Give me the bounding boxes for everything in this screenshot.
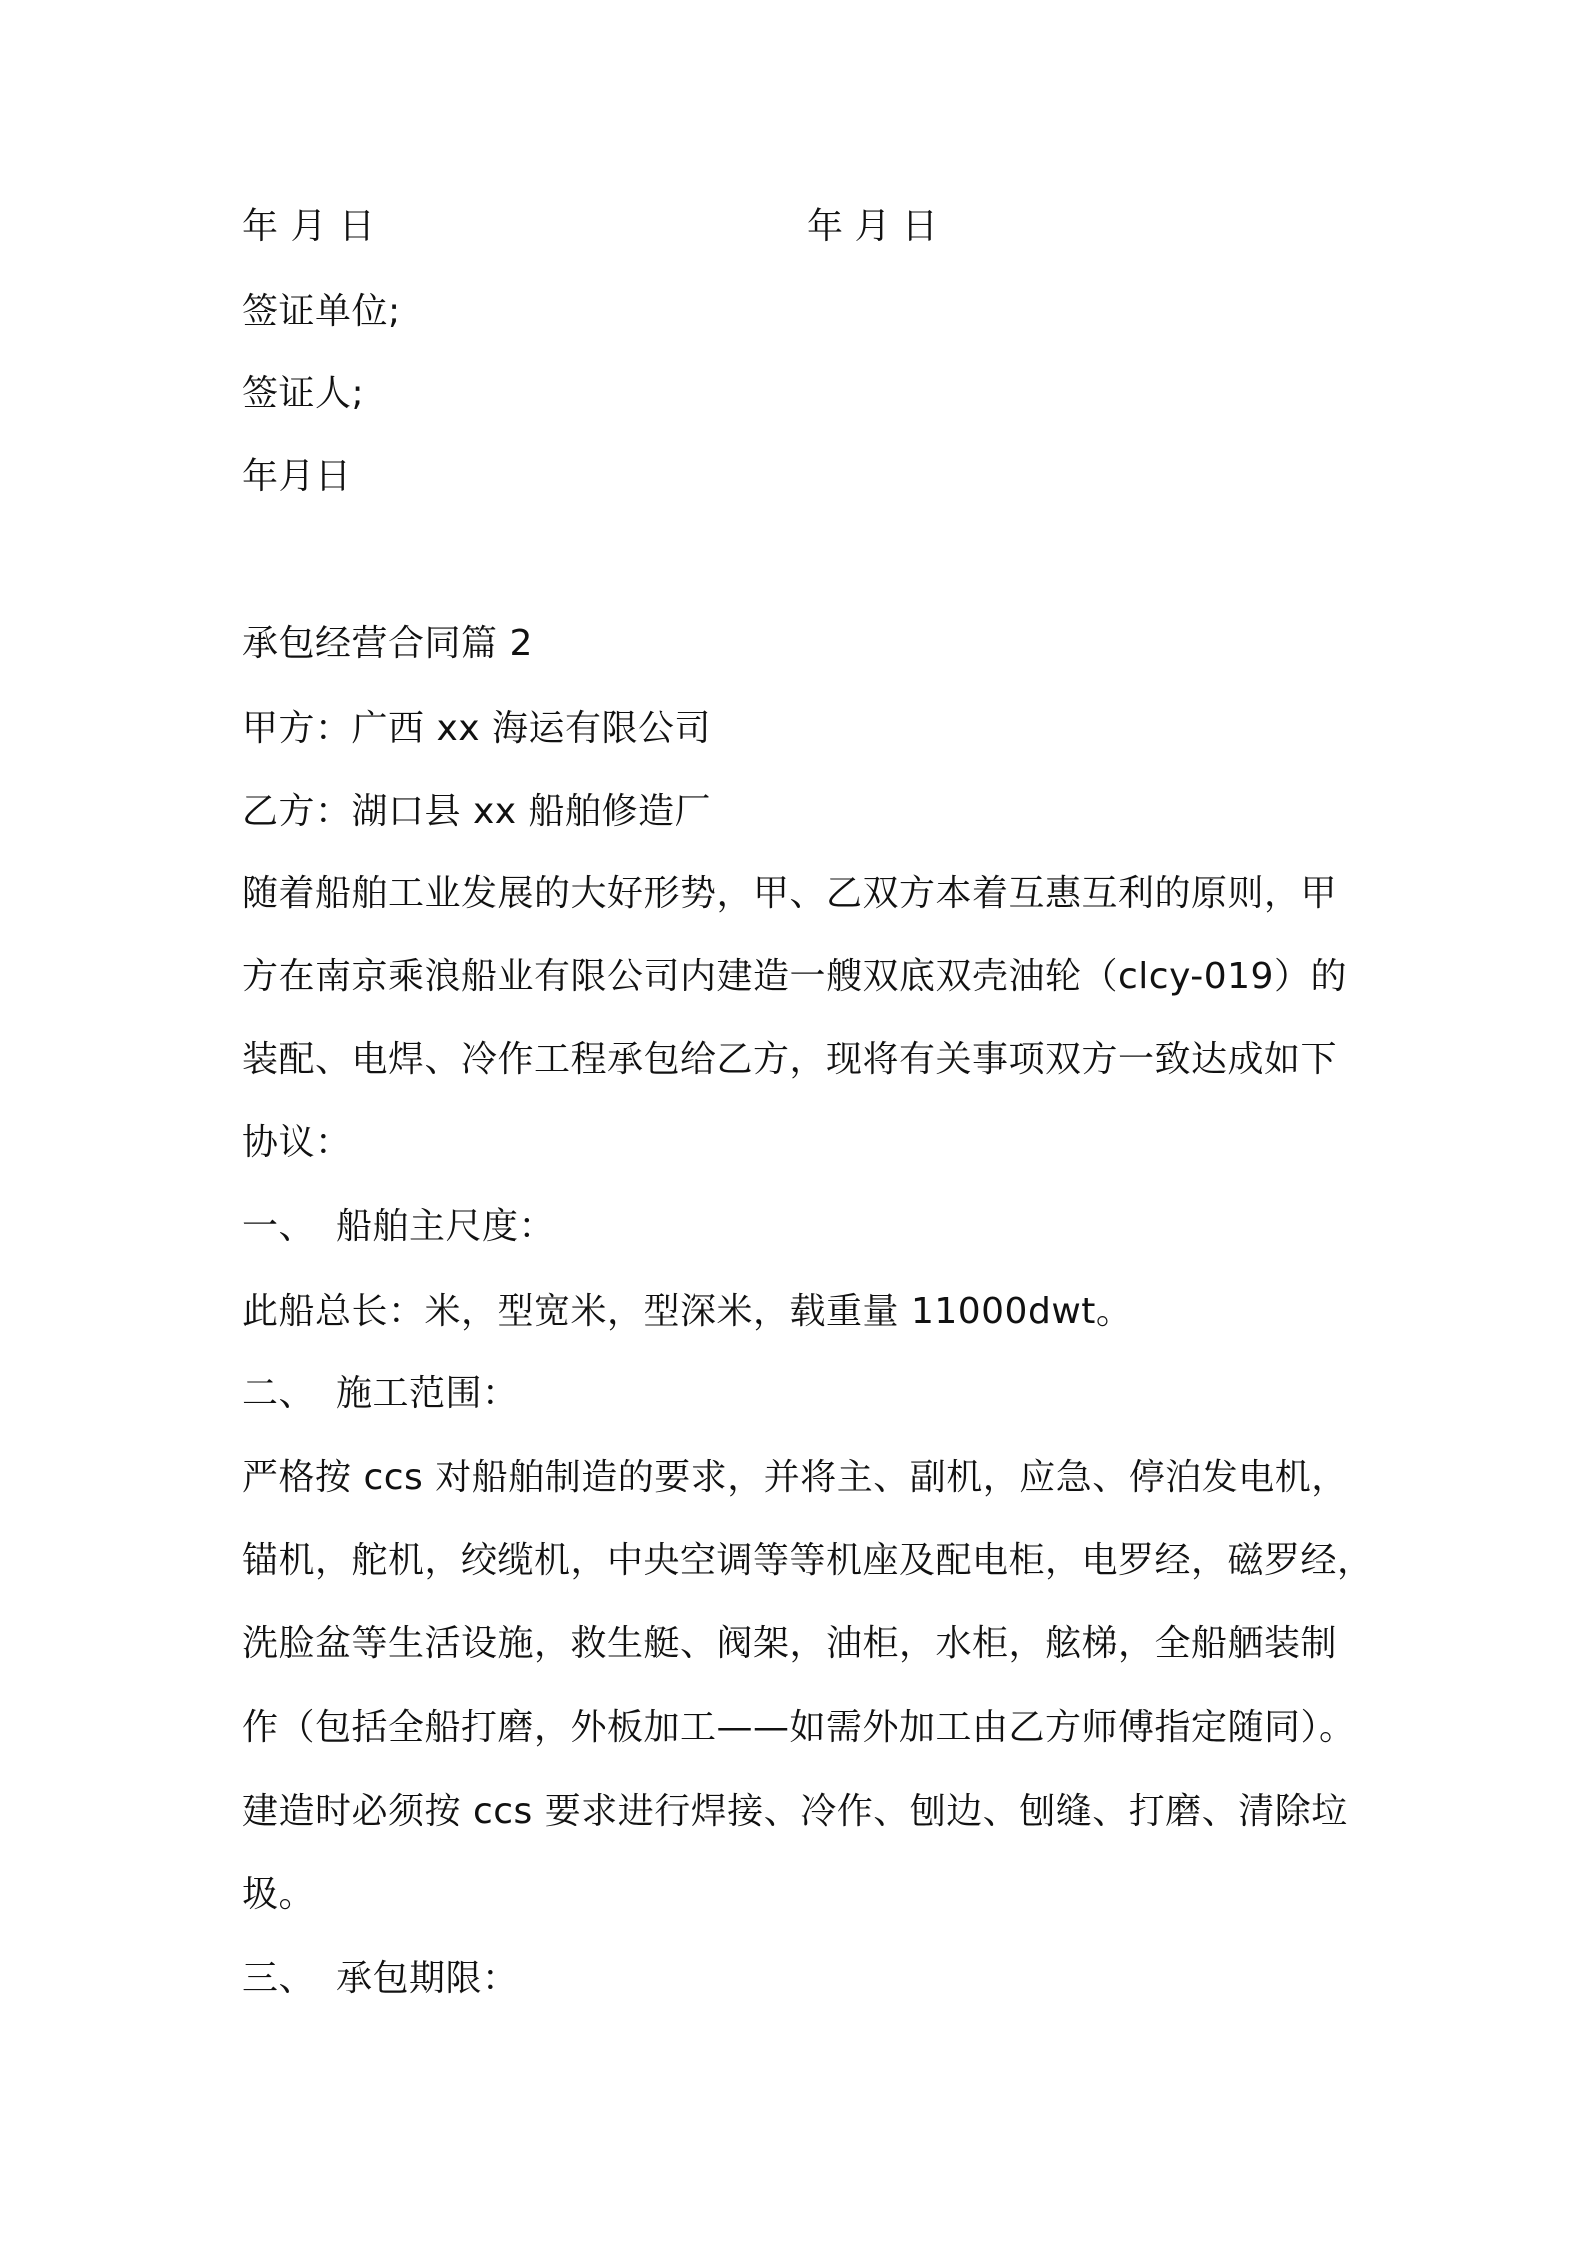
section-2-line: 建造时必须按 ccs 要求进行焊接、冷作、刨边、刨缝、打磨、清除垃 [242, 1791, 1348, 1832]
section-2-line: 圾。 [242, 1874, 316, 1915]
section-2-line: 作（包括全船打磨，外板加工——如需外加工由乙方师傅指定随同）。 [242, 1707, 1356, 1748]
visa-person: 签证人; [242, 373, 365, 414]
date-left: 年 月 日 [242, 206, 376, 247]
section-2-line: 锚机，舵机，绞缆机，中央空调等等机座及配电柜，电罗经，磁罗经， [242, 1540, 1374, 1581]
section-2-line: 洗脸盆等生活设施，救生艇、阀架，油柜，水柜，舷梯，全船舾装制 [242, 1623, 1338, 1664]
date-right: 年 月 日 [807, 206, 938, 247]
section-title: 施工范围： [336, 1373, 519, 1414]
intro-line: 方在南京乘浪船业有限公司内建造一艘双底双壳油轮（clcy-019）的 [242, 956, 1347, 997]
section-title: 船舶主尺度： [336, 1206, 556, 1247]
party-a: 甲方：广西 xx 海运有限公司 [242, 708, 711, 749]
section-1-text: 此船总长：米，型宽米，型深米，载重量 11000dwt。 [242, 1291, 1133, 1332]
intro-line: 协议： [242, 1122, 352, 1163]
section-number: 二、 [242, 1373, 316, 1414]
section-number: 一、 [242, 1206, 316, 1247]
section-2-line: 严格按 ccs 对船舶制造的要求，并将主、副机，应急、停泊发电机， [242, 1457, 1348, 1498]
section-title: 承包期限： [336, 1958, 519, 1999]
section-heading-3 [242, 1957, 519, 2001]
section-heading-1 [242, 1205, 555, 1249]
intro-line: 随着船舶工业发展的大好形势，甲、乙双方本着互惠互利的原则，甲 [242, 873, 1338, 914]
contract-title: 承包经营合同篇 2 [242, 623, 533, 664]
visa-unit: 签证单位; [242, 291, 401, 332]
visa-date: 年月日 [242, 456, 352, 497]
section-number: 三、 [242, 1958, 316, 1999]
intro-line: 装配、电焊、冷作工程承包给乙方，现将有关事项双方一致达成如下 [242, 1039, 1338, 1080]
section-heading-2 [242, 1372, 519, 1416]
party-b: 乙方：湖口县 xx 船舶修造厂 [242, 791, 711, 832]
